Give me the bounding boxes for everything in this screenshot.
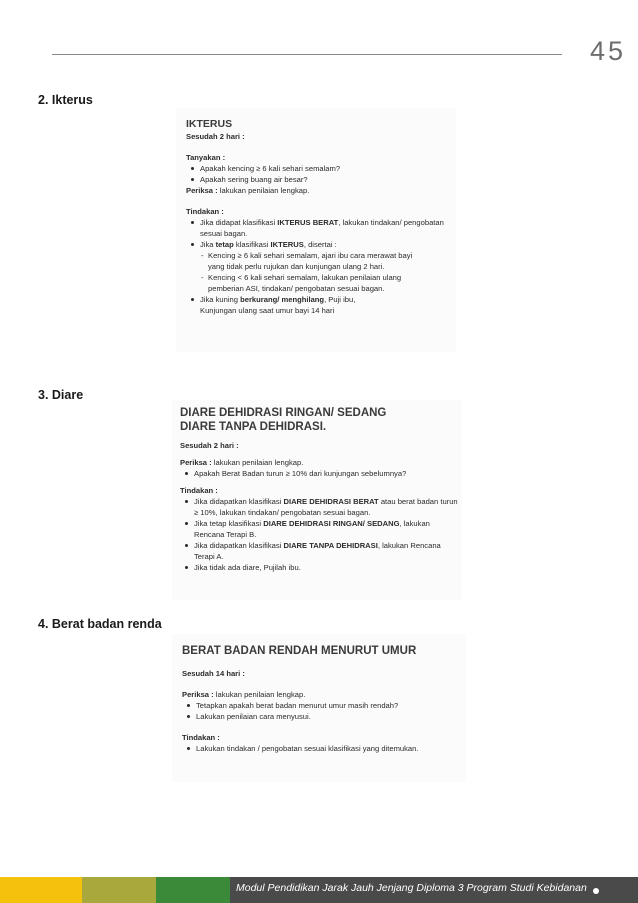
header-rule	[52, 54, 562, 55]
check-line	[182, 689, 466, 700]
list-item: Jika didapat klasifikasi IKTERUS BERAT, lakukan tindakan/ pengobatan sesuai bagan.	[186, 217, 456, 239]
panel-title: IKTERUS	[186, 118, 233, 130]
list-item: Jika kuning berkurang/ menghilang, Puji ibu, Kunjungan ulang saat umur bayi 14 hari	[186, 294, 456, 316]
footer-bar	[0, 877, 638, 903]
list-item: Apakah kencing ≥ 6 kali sehari semalam?	[186, 163, 456, 174]
ask-list	[186, 163, 456, 185]
list-item: Lakukan tindakan / pengobatan sesuai klasifikasi yang ditemukan.	[182, 743, 466, 754]
check-label: Periksa :	[180, 458, 212, 467]
panel-title: BERAT BADAN RENDAH MENURUT UMUR	[182, 645, 417, 657]
action-label: Tindakan :	[186, 207, 224, 216]
check-list	[182, 700, 466, 722]
footer-text: Modul Pendidikan Jarak Jauh Jenjang Diploma 3 Program Studi Kebidanan	[236, 882, 587, 894]
list-item: Jika tetap klasifikasi IKTERUS, disertai :	[186, 239, 456, 250]
list-item: Tetapkan apakah berat badan menurut umur masih rendah?	[182, 700, 466, 711]
action-list	[186, 217, 456, 250]
check-label: Periksa :	[186, 186, 218, 195]
panel-subtitle: Sesudah 2 hari :	[180, 441, 239, 450]
action-list	[180, 496, 462, 573]
sub-item: - Kencing < 6 kali sehari semalam, lakukan penilaian ulang pemberian ASI, tindakan/ pengobatan sesuai bagan.	[186, 272, 456, 294]
panel-subtitle: Sesudah 14 hari :	[182, 669, 245, 678]
list-item: Jika tetap klasifikasi DIARE DEHIDRASI RINGAN/ SEDANG, lakukan Rencana Terapi B.	[180, 518, 462, 540]
check-list	[180, 468, 462, 479]
ikterus-panel	[176, 108, 456, 352]
sub-item: - Kencing ≥ 6 kali sehari semalam, ajari ibu cara merawat bayi yang tidak perlu rujukan dan kunjungan ulang 2 hari.	[186, 250, 456, 272]
panel-subtitle: Sesudah 2 hari :	[186, 132, 245, 141]
list-item: Lakukan penilaian cara menyusui.	[182, 711, 466, 722]
action-list	[182, 743, 466, 754]
list-item: Apakah Berat Badan turun ≥ 10% dari kunjungan sebelumnya?	[180, 468, 462, 479]
berat-badan-panel	[172, 634, 466, 782]
list-item: Apakah sering buang air besar?	[186, 174, 456, 185]
section-heading-ikterus: 2. Ikterus	[38, 93, 93, 107]
check-label: Periksa :	[182, 690, 214, 699]
action-label: Tindakan :	[182, 733, 220, 742]
footer-stripe-green	[156, 877, 230, 903]
check-text: lakukan penilaian lengkap.	[219, 186, 310, 195]
check-line	[180, 457, 462, 468]
check-line	[186, 185, 456, 196]
section-heading-diare: 3. Diare	[38, 388, 84, 402]
panel-title: DIARE DEHIDRASI RINGAN/ SEDANG	[180, 407, 387, 419]
panel-title: DIARE TANPA DEHIDRASI.	[180, 421, 327, 433]
ask-label: Tanyakan :	[186, 153, 226, 162]
list-item: Jika didapatkan klasifikasi DIARE DEHIDRASI BERAT atau berat badan turun ≥ 10%, lakukan tindakan/ pengobatan sesuai bagan.	[180, 496, 462, 518]
list-item: Jika didapatkan klasifikasi DIARE TANPA DEHIDRASI, lakukan Rencana Terapi A.	[180, 540, 462, 562]
check-text: lakukan penilaian lengkap.	[213, 458, 304, 467]
check-text: lakukan penilaian lengkap.	[215, 690, 306, 699]
diare-panel	[172, 400, 462, 600]
footer-stripe-olive	[82, 877, 156, 903]
list-item: Jika tidak ada diare, Pujilah ibu.	[180, 562, 462, 573]
footer-stripe-yellow	[0, 877, 82, 903]
page-number: 45	[589, 36, 626, 66]
footer-dot	[593, 888, 599, 894]
action-label: Tindakan :	[180, 486, 218, 495]
section-heading-berat-badan: 4. Berat badan renda	[38, 617, 162, 631]
action-list-2	[186, 294, 456, 316]
